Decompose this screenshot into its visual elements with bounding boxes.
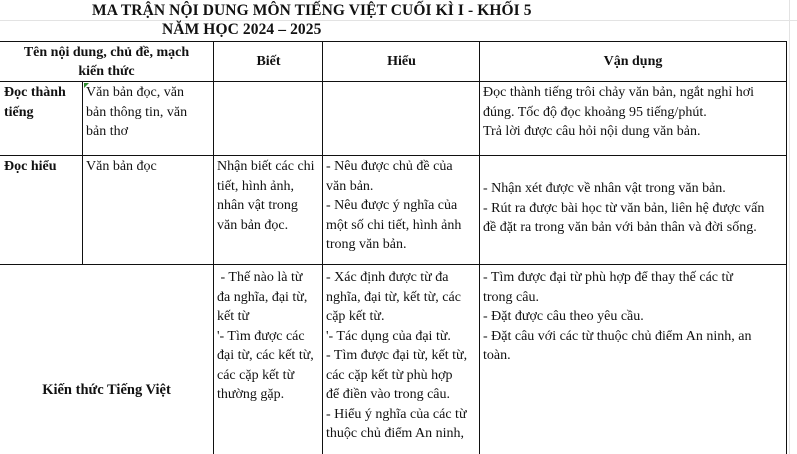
row1-topic-cell[interactable]	[0, 81, 84, 157]
row2-apply-line: - Rút ra được bài học từ văn bản, liên hệ được vấn	[483, 200, 765, 216]
row2-know-line: văn bản đọc.	[217, 217, 289, 233]
row1-subtopic-line: bản thông tin, văn	[86, 104, 188, 120]
row1-apply-cell[interactable]	[479, 81, 787, 157]
row3-understand-line: nghĩa, đại từ, kết từ, các	[326, 289, 461, 305]
header-know-label: Biết	[256, 54, 281, 70]
row3-know-line: đại từ, các kết từ,	[217, 348, 314, 363]
row2-apply-cell[interactable]	[479, 155, 787, 266]
row3-apply-line: trong câu.	[483, 289, 539, 305]
row3-understand-line: thuộc chủ điểm An ninh,	[326, 426, 465, 441]
row3-apply-line: - Đặt câu với các từ thuộc chủ điểm An ninh, an	[483, 328, 752, 344]
row3-understand-line: - Xác định được từ đa	[326, 270, 449, 285]
row2-understand-line: - Nêu được chủ đề của	[326, 159, 453, 174]
row3-apply-line: toàn.	[483, 348, 511, 363]
row3-know-line: '- Tìm được các	[217, 328, 305, 344]
row3-know-line: các cặp kết từ	[217, 367, 295, 383]
header-understand[interactable]	[322, 41, 481, 83]
row2-apply-line: - Nhận xét được về nhân vật trong văn bản.	[483, 181, 726, 196]
row2-know-line: nhân vật trong	[217, 198, 298, 213]
row1-subtopic-line: Văn bản đọc, văn	[86, 85, 184, 100]
header-apply-label: Vận dụng	[603, 54, 663, 70]
header-apply[interactable]	[479, 41, 787, 83]
row3-know-cell[interactable]	[213, 264, 324, 454]
header-content-topic[interactable]	[0, 41, 215, 83]
row3-understand-line: cặp kết từ.	[326, 309, 385, 324]
row2-understand-line: - Nêu được ý nghĩa của	[326, 198, 458, 213]
row3-know-line: đa nghĩa, đại từ,	[217, 289, 308, 305]
row2-know-cell[interactable]	[213, 155, 324, 266]
row2-topic-cell[interactable]	[0, 155, 84, 266]
row2-understand-cell[interactable]	[322, 155, 481, 266]
header-content-line: Tên nội dung, chủ đề, mạch	[23, 45, 190, 60]
row2-know-line: tiết, hình ảnh,	[217, 178, 294, 194]
row3-know-line: thường gặp.	[217, 387, 285, 402]
row1-know-cell[interactable]	[213, 81, 324, 157]
row3-apply-line: - Đặt được câu theo yêu cầu.	[483, 309, 644, 324]
row3-understand-line: - Hiểu ý nghĩa của các từ	[326, 406, 467, 422]
row1-apply-line: đúng. Tốc độ đọc khoảng 95 tiếng/phút.	[483, 104, 707, 120]
row1-apply-line: Đọc thành tiếng trôi chảy văn bản, ngắt nghỉ hơi	[483, 85, 755, 100]
row3-understand-line: - Tìm được đại từ, kết từ,	[326, 348, 468, 363]
row1-apply-line: Trả lời được câu hỏi nội dung văn bản.	[483, 124, 701, 139]
row3-topic-label: Kiến thức Tiếng Việt	[42, 382, 171, 399]
document-title: MA TRẬN NỘI DUNG MÔN TIẾNG VIỆT CUỐI KÌ I - KHỐI 5	[92, 2, 532, 19]
header-understand-label: Hiểu	[387, 54, 416, 70]
row1-subtopic-line: bản thơ	[86, 124, 129, 139]
school-year-title: NĂM HỌC 2024 – 2025	[162, 21, 322, 38]
row3-know-line: kết từ	[217, 309, 250, 324]
row2-subtopic-cell[interactable]	[82, 155, 215, 266]
row3-understand-line: để điền vào trong câu.	[326, 387, 451, 402]
row3-know-line: - Thế nào là từ	[217, 270, 303, 285]
row3-understand-cell[interactable]	[322, 264, 481, 454]
cell-comment-marker	[84, 83, 89, 88]
row3-understand-line: các cặp kết từ phù hợp	[326, 367, 453, 383]
row2-understand-line: trong văn bản.	[326, 237, 407, 252]
row1-understand-cell[interactable]	[322, 81, 481, 157]
row2-understand-line: một số chi tiết, hình ảnh	[326, 217, 462, 233]
header-content-line: kiến thức	[78, 64, 135, 79]
header-know[interactable]	[213, 41, 324, 83]
row3-apply-cell[interactable]	[479, 264, 787, 454]
row3-topic-cell[interactable]	[0, 264, 215, 454]
row3-understand-line: '- Tác dụng của đại từ.	[326, 328, 451, 344]
row2-subtopic-line: Văn bản đọc	[86, 159, 157, 174]
row1-subtopic-cell[interactable]	[82, 81, 215, 157]
row2-understand-line: văn bản.	[326, 178, 374, 194]
row1-topic-line: tiếng	[4, 104, 34, 120]
row1-topic-line: Đọc thành	[4, 85, 66, 100]
row3-apply-line: - Tìm được đại từ phù hợp để thay thế các từ	[483, 270, 733, 285]
row2-apply-line: đề đặt ra trong văn bản với bản thân và đời sống.	[483, 220, 757, 235]
row2-topic-line: Đọc hiểu	[4, 159, 57, 174]
row2-know-line: Nhận biết các chi	[217, 159, 315, 174]
sheet-gridline	[789, 0, 790, 454]
sheet-gridline	[0, 20, 797, 21]
